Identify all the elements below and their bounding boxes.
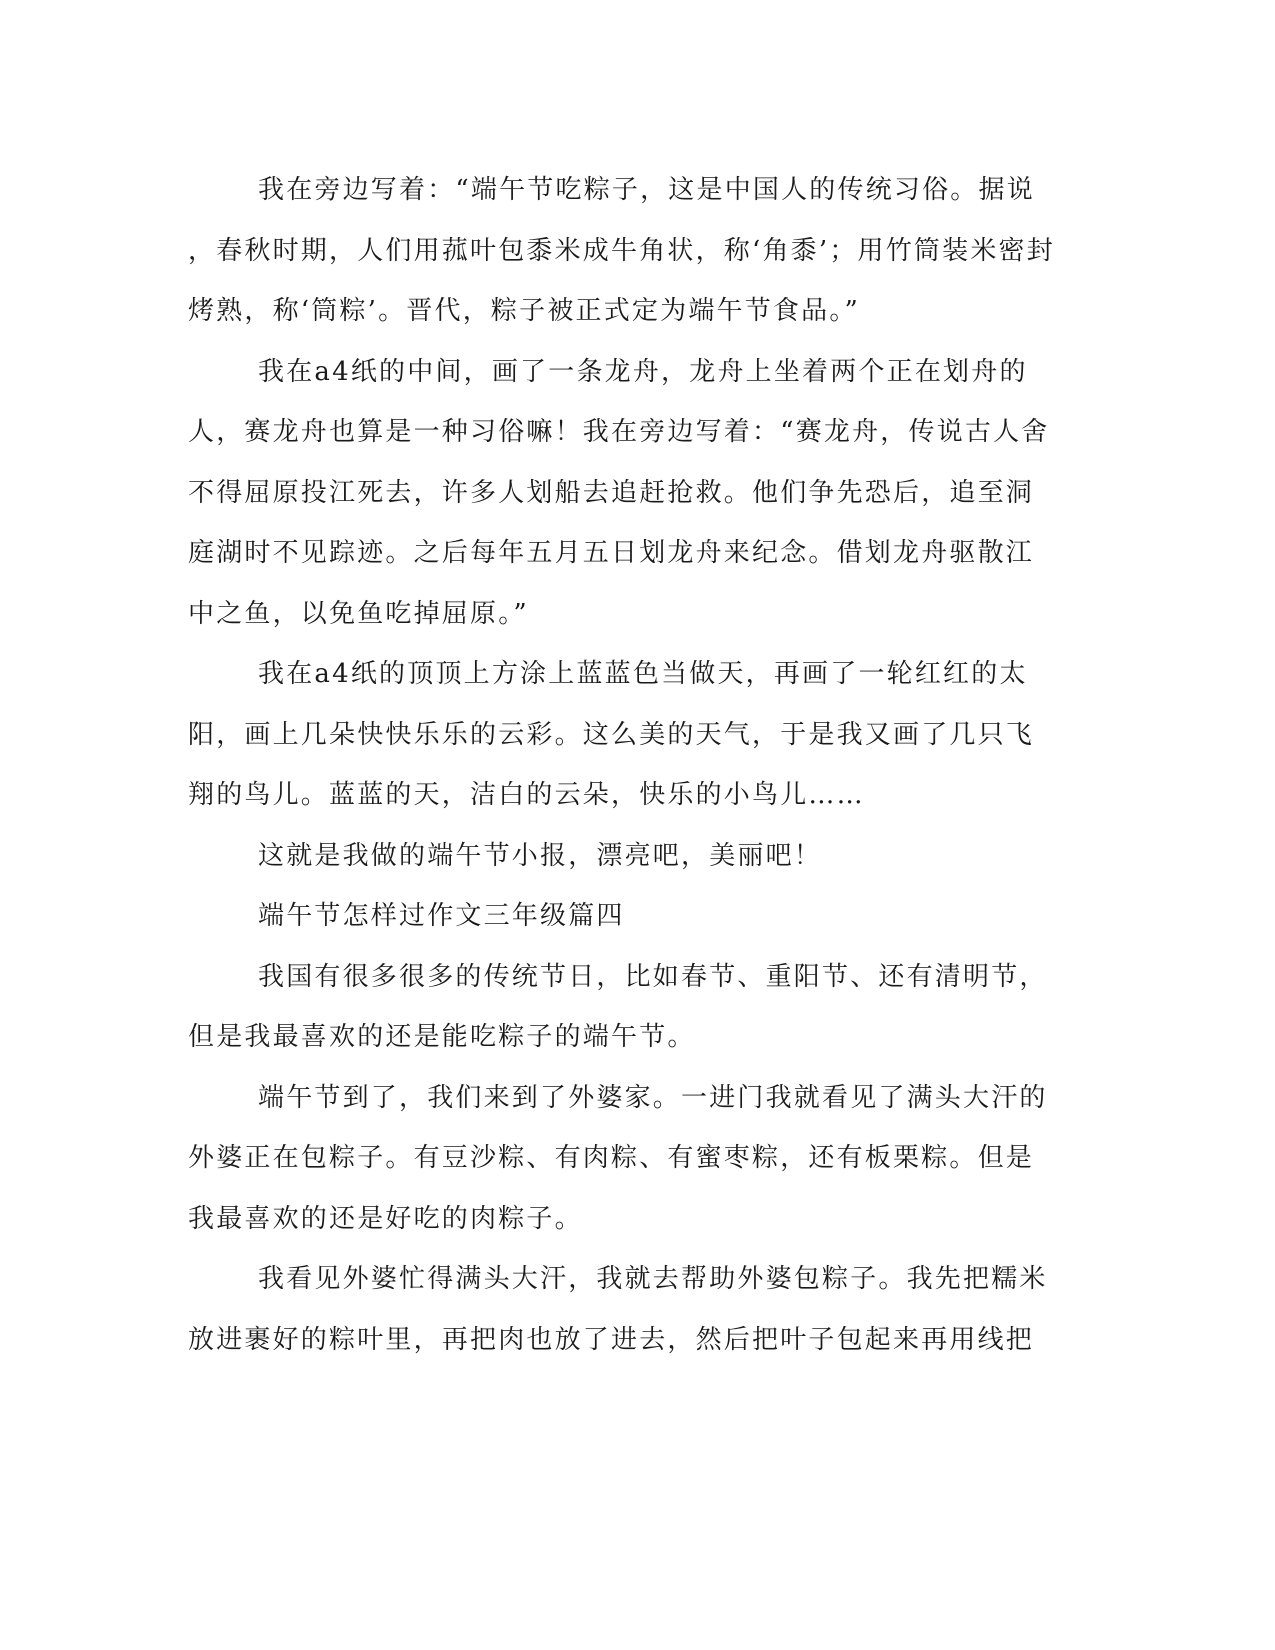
- document-body: [188, 160, 1078, 1370]
- paragraph-line: ，春秋时期，人们用菰叶包黍米成牛角状，称‘角黍’；用竹筒装米密封: [188, 235, 1055, 266]
- paragraph-line: 庭湖时不见踪迹。之后每年五月五日划龙舟来纪念。借划龙舟驱散江: [188, 538, 1035, 568]
- paragraph-line: 中之鱼，以免鱼吃掉屈原。”: [188, 598, 529, 629]
- paragraph-line: 我国有很多很多的传统节日，比如春节、重阳节、还有清明节，: [258, 961, 1048, 992]
- paragraph-line: 我看见外婆忙得满头大汗，我就去帮助外婆包粽子。我先把糯米: [258, 1264, 1048, 1294]
- paragraph-line: 翔的鸟儿。蓝蓝的天，洁白的云朵，快乐的小鸟儿……: [188, 780, 865, 810]
- paragraph-line: 但是我最喜欢的还是能吃粽子的端午节。: [188, 1022, 696, 1052]
- paragraph-line: 我在旁边写着：“端午节吃粽子，这是中国人的传统习俗。据说: [258, 175, 1035, 205]
- paragraph-line: 我最喜欢的还是好吃的肉粽子。: [188, 1203, 583, 1234]
- paragraph-line: 这就是我做的端午节小报，漂亮吧，美丽吧！: [258, 840, 823, 871]
- paragraph-line: 端午节到了，我们来到了外婆家。一进门我就看见了满头大汗的: [258, 1082, 1048, 1113]
- paragraph-line: 放进裹好的粽叶里，再把肉也放了进去，然后把叶子包起来再用线把: [188, 1324, 1035, 1355]
- paragraph-line: 烤熟，称‘筒粽’。晋代，粽子被正式定为端午节食品。”: [188, 296, 861, 326]
- section-heading: 端午节怎样过作文三年级篇四: [258, 901, 625, 931]
- paragraph-line: 阳，画上几朵快快乐乐的云彩。这么美的天气，于是我又画了几只飞: [188, 719, 1035, 750]
- paragraph-line: 我在a4纸的顶顶上方涂上蓝蓝色当做天，再画了一轮红红的太: [258, 659, 1028, 689]
- paragraph-line: 外婆正在包粽子。有豆沙粽、有肉粽、有蜜枣粽，还有板栗粽。但是: [188, 1143, 1035, 1173]
- paragraph-line: 我在a4纸的中间，画了一条龙舟，龙舟上坐着两个正在划舟的: [258, 356, 1028, 387]
- paragraph-line: 人，赛龙舟也算是一种习俗嘛！我在旁边写着：“赛龙舟，传说古人舍: [188, 417, 1050, 447]
- paragraph-line: 不得屈原投江死去，许多人划船去追赶抢救。他们争先恐后，追至洞: [188, 477, 1035, 508]
